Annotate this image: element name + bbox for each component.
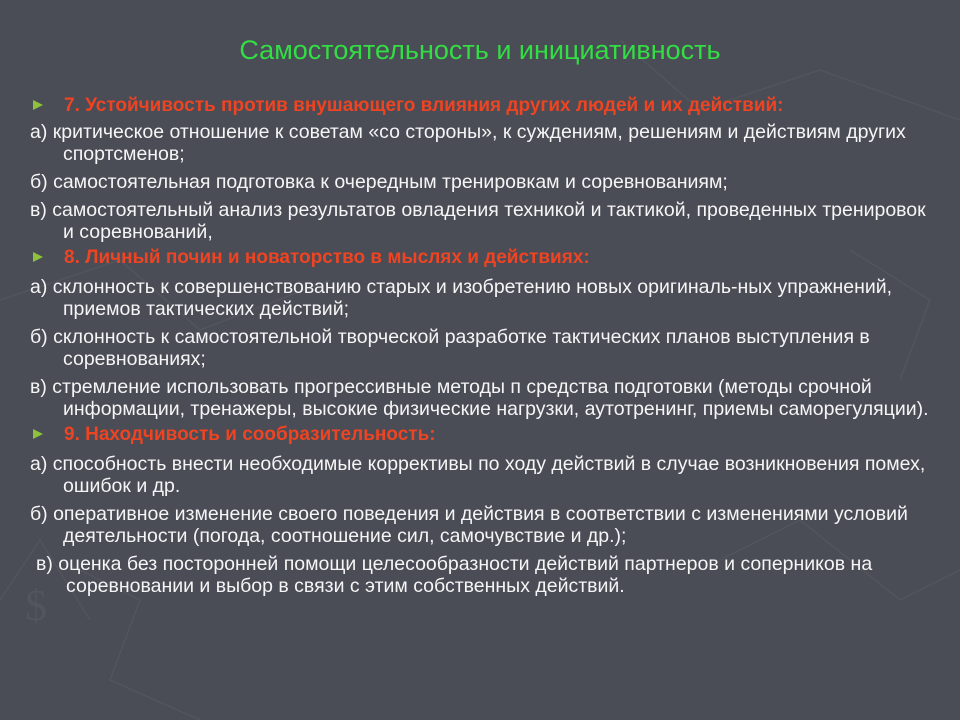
section-heading-8 xyxy=(30,249,940,267)
triangle-bullet-icon xyxy=(33,252,43,262)
section-heading-9 xyxy=(30,426,940,444)
list-item-7a: а) критическое отношение к советам «со стороны», к суждениям, решениям и действиям других спортсменов; xyxy=(30,121,906,165)
list-item-9c: в) оценка без посторонней помощи целесообразности действий партнеров и соперников на соревновании и выбор в связи с этим собственных действий. xyxy=(36,553,873,597)
section-heading-7 xyxy=(30,97,940,115)
heading-text: 9. Находчивость и сообразительность: xyxy=(64,424,436,445)
list-item-8b: б) склонность к самостоятельной творческой разработке тактических планов выступления в соревнованиях; xyxy=(30,326,870,370)
list-item-7b: б) самостоятельная подготовка к очередным тренировкам и соревнованиям; xyxy=(30,171,728,193)
list-item-8a: а) склонность к совершенствованию старых и изобретению новых оригиналь-ных упражнений, приемов тактических действий; xyxy=(30,276,893,320)
triangle-bullet-icon xyxy=(33,429,43,439)
list-item-9a: а) способность внести необходимые коррективы по ходу действий в случае возникновения помех, ошибок и др. xyxy=(30,453,926,497)
list-item-7c: в) самостоятельный анализ результатов овладения техникой и тактикой, проведенных тренировок и соревнований, xyxy=(30,199,926,243)
slide-title: Самостоятельность и инициативность xyxy=(239,35,721,65)
heading-text: 8. Личный почин и новаторство в мыслях и действиях: xyxy=(64,247,590,268)
list-item-9b: б) оперативное изменение своего поведения и действия в соответствии с изменениями условий деятельности (погода, соотношение сил, самочувствие и др.); xyxy=(30,503,908,547)
list-item-8c: в) стремление использовать прогрессивные методы п средства подготовки (методы срочной информации, тренажеры, высокие физические нагрузки, аутотренинг, приемы саморегуляции). xyxy=(30,376,929,420)
svg-text:$: $ xyxy=(25,581,47,630)
triangle-bullet-icon xyxy=(33,100,43,110)
heading-text: 7. Устойчивость против внушающего влияния других людей и их действий: xyxy=(64,95,784,116)
slide-content xyxy=(30,97,940,597)
